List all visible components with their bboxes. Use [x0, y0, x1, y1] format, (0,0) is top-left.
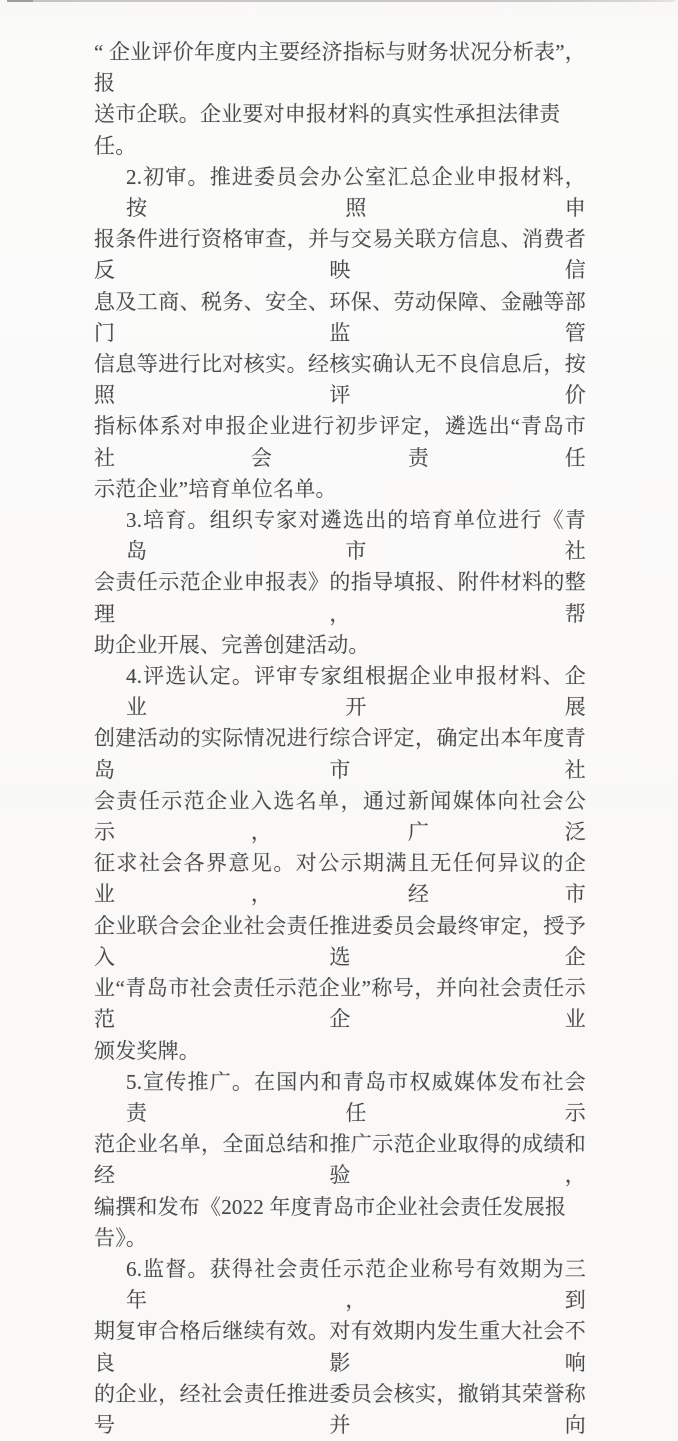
text-line: 的企业，经社会责任推进委员会核实，撤销其荣誉称号并向	[94, 1381, 586, 1437]
text-line: 4.评选认定。评审专家组根据企业申报材料、企业开展	[126, 664, 586, 720]
text-line: 送市企联。企业要对申报材料的真实性承担法律责任。	[94, 102, 561, 158]
text-line: 报条件进行资格审查，并与交易关联方信息、消费者反映信	[94, 227, 586, 283]
text-line: 企业联合会企业社会责任推进委员会最终审定，授予入选企	[94, 913, 586, 969]
text-line: “ 企业评价年度内主要经济指标与财务状况分析表”，报	[94, 40, 586, 96]
text-line: 期复审合格后继续有效。对有效期内发生重大社会不良影响	[94, 1319, 586, 1375]
text-line: 颁发奖牌。	[94, 1038, 200, 1063]
text-line: 示范企业”培育单位名单。	[94, 476, 337, 501]
text-line: 2.初审。推进委员会办公室汇总企业申报材料，按照申	[126, 164, 586, 221]
text-line: 5.宣传推广。在国内和青岛市权威媒体发布社会责任示	[126, 1069, 586, 1125]
text-line: 范企业名单，全面总结和推广示范企业取得的成绩和经验，	[94, 1132, 586, 1188]
text-line: 会责任示范企业入选名单，通过新闻媒体向社会公示，广泛	[94, 788, 586, 845]
text-line: 3.培育。组织专家对遴选出的培育单位进行《青岛市社	[126, 508, 586, 564]
document-text-block	[94, 37, 586, 1441]
text-line: 6.监督。获得社会责任示范企业称号有效期为三年，到	[126, 1256, 586, 1313]
text-line: 指标体系对申报企业进行初步评定，遴选出“青岛市社会责任	[94, 414, 586, 470]
text-line: 会责任示范企业申报表》的指导填报、附件材料的整理，帮	[94, 570, 586, 626]
text-line: 业“青岛市社会责任示范企业”称号，并向社会责任示范企业	[94, 976, 586, 1032]
text-line: 编撰和发布《2022 年度青岛市企业社会责任发展报告》。	[94, 1194, 567, 1250]
text-line: 征求社会各界意见。对公示期满且无任何异议的企业，经市	[94, 851, 586, 907]
scan-top-edge-artifact	[7, 0, 675, 2]
text-line: 助企业开展、完善创建活动。	[94, 632, 370, 657]
text-line: 创建活动的实际情况进行综合评定，确定出本年度青岛市社	[94, 726, 586, 782]
text-line: 信息等进行比对核实。经核实确认无不良信息后，按照评价	[94, 352, 586, 408]
text-line: 息及工商、税务、安全、环保、劳动保障、金融等部门监管	[94, 289, 586, 345]
